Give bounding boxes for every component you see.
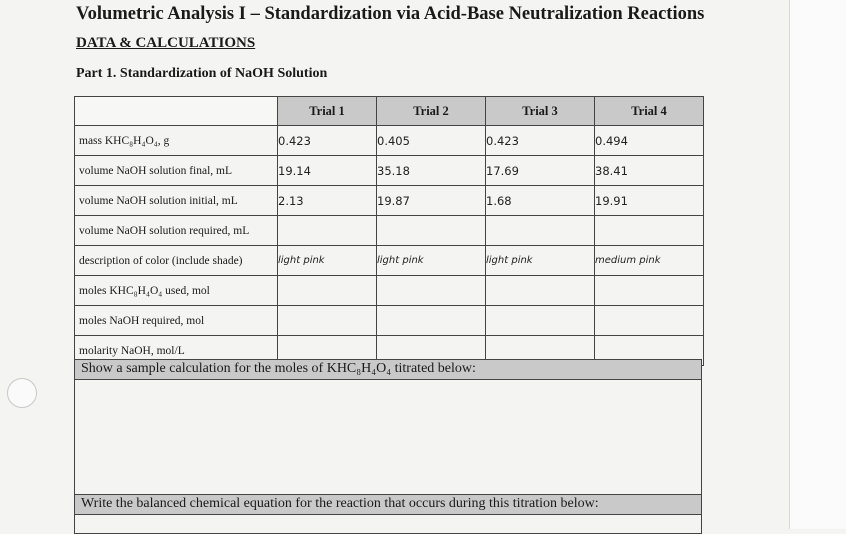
initial-volume-trial-3[interactable]: 1.68 — [486, 186, 595, 216]
moles-naoh-trial-1[interactable] — [278, 306, 377, 336]
required-volume-trial-3[interactable] — [486, 216, 595, 246]
row-label: description of color (include shade) — [75, 246, 278, 276]
row-label: volume NaOH solution required, mL — [75, 216, 278, 246]
mass-trial-3[interactable]: 0.423 — [486, 126, 595, 156]
data-table — [74, 96, 704, 366]
table-row — [75, 276, 704, 306]
moles-khp-trial-3[interactable] — [486, 276, 595, 306]
row-label: mass KHC₈H₄O₄, g — [75, 126, 278, 156]
row-label: volume NaOH solution initial, mL — [75, 186, 278, 216]
required-volume-trial-4[interactable] — [595, 216, 704, 246]
mass-trial-2[interactable]: 0.405 — [377, 126, 486, 156]
moles-naoh-trial-4[interactable] — [595, 306, 704, 336]
table-row — [75, 126, 704, 156]
part-title: Part 1. Standardization of NaOH Solution — [76, 66, 328, 81]
required-volume-trial-1[interactable] — [278, 216, 377, 246]
document-title: Volumetric Analysis I – Standardization via Acid-Base Neutralization Reactions — [76, 4, 705, 24]
row-label: moles NaOH required, mol — [75, 306, 278, 336]
row-label: moles KHC₈H₄O₄ used, mol — [75, 276, 278, 306]
sample-calculation-box[interactable] — [74, 359, 702, 496]
moles-khp-trial-2[interactable] — [377, 276, 486, 306]
table-row — [75, 156, 704, 186]
binder-hole — [7, 378, 37, 408]
color-trial-3[interactable]: light pink — [486, 246, 595, 276]
table-row — [75, 216, 704, 246]
color-trial-4[interactable]: medium pink — [595, 246, 704, 276]
moles-naoh-trial-2[interactable] — [377, 306, 486, 336]
header-trial-4: Trial 4 — [595, 97, 704, 126]
mass-trial-4[interactable]: 0.494 — [595, 126, 704, 156]
table-row — [75, 246, 704, 276]
moles-khp-trial-4[interactable] — [595, 276, 704, 306]
table-header-row — [75, 97, 704, 126]
section-title: DATA & CALCULATIONS — [76, 35, 256, 51]
mass-trial-1[interactable]: 0.423 — [278, 126, 377, 156]
initial-volume-trial-1[interactable]: 2.13 — [278, 186, 377, 216]
required-volume-trial-2[interactable] — [377, 216, 486, 246]
moles-naoh-trial-3[interactable] — [486, 306, 595, 336]
color-trial-2[interactable]: light pink — [377, 246, 486, 276]
final-volume-trial-1[interactable]: 19.14 — [278, 156, 377, 186]
color-trial-1[interactable]: light pink — [278, 246, 377, 276]
row-label: volume NaOH solution final, mL — [75, 156, 278, 186]
final-volume-trial-4[interactable]: 38.41 — [595, 156, 704, 186]
table-row — [75, 186, 704, 216]
initial-volume-trial-2[interactable]: 19.87 — [377, 186, 486, 216]
initial-volume-trial-4[interactable]: 19.91 — [595, 186, 704, 216]
equation-prompt: Write the balanced chemical equation for the reaction that occurs during this titration below: — [75, 495, 701, 515]
row-label: molarity NaOH, mol/L — [75, 336, 278, 366]
header-trial-3: Trial 3 — [486, 97, 595, 126]
equation-box[interactable] — [74, 494, 702, 534]
final-volume-trial-3[interactable]: 17.69 — [486, 156, 595, 186]
table-row — [75, 306, 704, 336]
page-edge — [789, 0, 846, 529]
moles-khp-trial-1[interactable] — [278, 276, 377, 306]
final-volume-trial-2[interactable]: 35.18 — [377, 156, 486, 186]
header-trial-1: Trial 1 — [278, 97, 377, 126]
header-blank — [75, 97, 278, 126]
header-trial-2: Trial 2 — [377, 97, 486, 126]
sample-calculation-prompt: Show a sample calculation for the moles of KHC₈H₄O₄ titrated below: — [75, 360, 701, 380]
